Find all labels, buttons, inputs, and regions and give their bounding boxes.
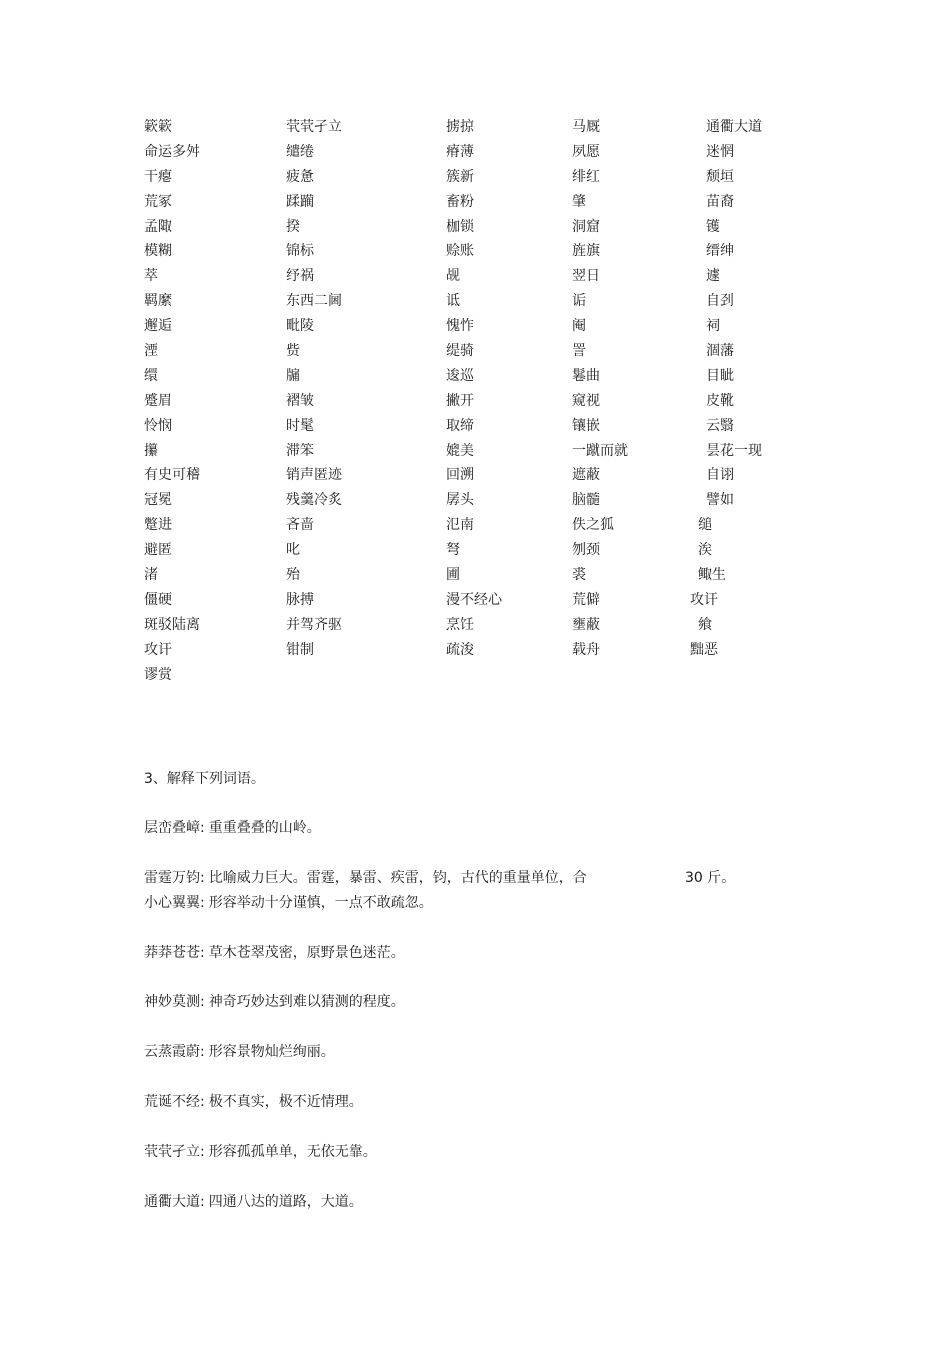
word-cell: 攥 xyxy=(144,442,158,459)
word-cell: 绯红 xyxy=(572,168,600,185)
word-cell: 钳制 xyxy=(286,641,314,658)
word-cell: 攻讦 xyxy=(144,641,172,658)
word-cell: 茕茕孑立 xyxy=(286,119,342,135)
definition-term: 层峦叠嶂 xyxy=(144,820,200,836)
word-row xyxy=(0,167,950,192)
word-cell: 冠冕 xyxy=(144,492,172,509)
word-cell: 殆 xyxy=(286,567,300,584)
word-cell: 羁縻 xyxy=(144,293,172,310)
definition-text: 草木苍翠茂密，原野景色迷茫。 xyxy=(208,945,405,961)
word-cell: 避匿 xyxy=(144,542,172,559)
word-cell: 洞窟 xyxy=(572,218,600,235)
word-cell: 自诩 xyxy=(706,467,734,484)
word-cell: 镬 xyxy=(706,218,720,235)
definition-colon: : xyxy=(200,870,205,886)
word-cell: 东西二阃 xyxy=(286,293,342,310)
word-cell: 脑髓 xyxy=(572,492,600,509)
definition-colon: : xyxy=(200,945,205,961)
definition-term: 茕茕孑立 xyxy=(144,1144,200,1160)
vocabulary-grid xyxy=(0,117,950,689)
word-cell: 掳掠 xyxy=(446,119,474,135)
definition-term: 小心翼翼 xyxy=(144,895,200,911)
word-cell: 圃 xyxy=(446,567,460,584)
word-cell: 纾祸 xyxy=(286,268,314,285)
word-cell: 模糊 xyxy=(144,243,172,260)
word-cell: 缱绻 xyxy=(286,143,314,160)
word-row xyxy=(0,217,950,242)
definition-line xyxy=(144,1192,363,1212)
word-row xyxy=(0,241,950,266)
word-cell: 怜悯 xyxy=(144,417,172,434)
word-cell: 自刭 xyxy=(706,293,734,310)
word-cell: 荒僻 xyxy=(572,591,600,608)
word-row xyxy=(0,590,950,615)
word-cell: 诋 xyxy=(446,293,460,310)
word-cell: 簇新 xyxy=(446,168,474,185)
definition-term: 荒诞不经 xyxy=(144,1094,200,1110)
word-cell: 揆 xyxy=(286,218,300,235)
definition-tail: 30 斤。 xyxy=(685,870,736,886)
definition-colon: : xyxy=(200,895,205,911)
word-cell: 取缔 xyxy=(446,417,474,434)
word-cell: 涸藩 xyxy=(706,343,734,360)
word-row xyxy=(0,291,950,316)
word-cell: 斑驳陆离 xyxy=(144,616,200,633)
word-cell: 锦标 xyxy=(286,243,314,260)
word-cell: 渚 xyxy=(144,567,158,584)
word-cell: 赊账 xyxy=(446,243,474,260)
definition-text: 重重叠叠的山岭。 xyxy=(208,820,321,836)
word-cell: 诟 xyxy=(572,293,586,310)
word-cell: 烹饪 xyxy=(446,616,474,633)
definition-text: 形容孤孤单单，无依无靠。 xyxy=(208,1144,377,1160)
definition-line xyxy=(144,1092,363,1112)
word-row xyxy=(0,266,950,291)
definition-line xyxy=(144,1142,377,1162)
word-row xyxy=(0,117,950,142)
word-cell: 漫不经心 xyxy=(446,591,502,608)
word-cell: 逡巡 xyxy=(446,367,474,384)
word-cell: 旌旗 xyxy=(572,243,600,260)
word-cell: 迷惘 xyxy=(706,143,734,160)
section-heading: 3、解释下列词语。 xyxy=(144,771,265,787)
definition-term: 通衢大道 xyxy=(144,1194,200,1210)
word-cell: 镶嵌 xyxy=(572,417,600,434)
word-cell: 壅蔽 xyxy=(572,616,600,633)
definition-text: 比喻威力巨大。雷霆，暴雷、疾雷，钧，古代的重量单位，合 xyxy=(208,870,587,886)
word-cell: 鬈曲 xyxy=(572,367,600,384)
word-cell: 通衢大道 xyxy=(706,119,762,135)
word-cell: 销声匿迹 xyxy=(286,467,342,484)
word-cell: 湮 xyxy=(144,343,158,360)
word-cell: 目眦 xyxy=(706,367,734,384)
word-cell: 颓垣 xyxy=(706,168,734,185)
word-cell: 簌簌 xyxy=(144,119,172,135)
word-cell: 时髦 xyxy=(286,417,314,434)
word-cell: 遮蔽 xyxy=(572,467,600,484)
definition-text: 形容举动十分谨慎，一点不敢疏忽。 xyxy=(208,895,433,911)
word-row xyxy=(0,192,950,217)
word-cell: 褶皱 xyxy=(286,392,314,409)
word-cell: 窥视 xyxy=(572,392,600,409)
word-row xyxy=(0,640,950,665)
word-cell: 阉 xyxy=(572,318,586,335)
word-row xyxy=(0,391,950,416)
word-cell: 残羹冷炙 xyxy=(286,492,342,509)
word-cell: 苗裔 xyxy=(706,193,734,210)
word-cell: 枷锁 xyxy=(446,218,474,235)
word-cell: 有史可稽 xyxy=(144,467,200,484)
word-cell: 皮靴 xyxy=(706,392,734,409)
word-cell: 载舟 xyxy=(572,641,600,658)
word-cell: 孟陬 xyxy=(144,218,172,235)
word-cell: 黜恶 xyxy=(690,641,718,658)
word-cell: 涘 xyxy=(698,542,712,559)
definition-line xyxy=(144,868,736,888)
word-cell: 缒 xyxy=(698,517,712,534)
word-cell: 僵硬 xyxy=(144,591,172,608)
word-cell: 肇 xyxy=(572,193,586,210)
word-cell: 一蹴而就 xyxy=(572,442,628,459)
definition-colon: : xyxy=(200,994,205,1010)
word-row xyxy=(0,515,950,540)
word-cell: 缙绅 xyxy=(706,243,734,260)
word-cell: 飨 xyxy=(698,616,712,633)
word-cell: 譬如 xyxy=(706,492,734,509)
word-cell: 攻讦 xyxy=(690,591,718,608)
definition-colon: : xyxy=(200,1194,205,1210)
definition-line xyxy=(144,992,405,1012)
word-cell: 祠 xyxy=(706,318,720,335)
word-row xyxy=(0,142,950,167)
word-row xyxy=(0,366,950,391)
word-cell: 并驾齐驱 xyxy=(286,616,342,633)
word-row xyxy=(0,441,950,466)
word-cell: 翌日 xyxy=(572,268,600,285)
word-row xyxy=(0,316,950,341)
definition-term: 雷霆万钧 xyxy=(144,870,200,886)
word-cell: 缳 xyxy=(144,367,158,384)
word-cell: 鲰生 xyxy=(698,567,726,584)
word-cell: 昙花一现 xyxy=(706,442,762,459)
definition-colon: : xyxy=(200,820,205,836)
word-row xyxy=(0,665,950,690)
word-cell: 回溯 xyxy=(446,467,474,484)
word-cell: 荒冢 xyxy=(144,193,172,210)
word-cell: 赀 xyxy=(286,343,300,360)
definition-line xyxy=(144,893,433,913)
word-cell: 氾南 xyxy=(446,517,474,534)
word-cell: 撇开 xyxy=(446,392,474,409)
word-cell: 畜粉 xyxy=(446,193,474,210)
word-cell: 刎颈 xyxy=(572,542,600,559)
word-row xyxy=(0,565,950,590)
word-cell: 云翳 xyxy=(706,417,734,434)
word-row xyxy=(0,490,950,515)
word-cell: 瘠薄 xyxy=(446,143,474,160)
word-cell: 牖 xyxy=(286,367,300,384)
word-cell: 裘 xyxy=(572,567,586,584)
definition-term: 云蒸霞蔚 xyxy=(144,1044,200,1060)
word-cell: 命运多舛 xyxy=(144,143,200,160)
word-cell: 愧怍 xyxy=(446,318,474,335)
word-cell: 谬赏 xyxy=(144,666,172,683)
word-cell: 蹙眉 xyxy=(144,392,172,409)
word-cell: 疲惫 xyxy=(286,168,314,185)
word-cell: 干瘪 xyxy=(144,168,172,185)
definition-term: 神妙莫测 xyxy=(144,994,200,1010)
word-cell: 夙愿 xyxy=(572,143,600,160)
word-cell: 蹂躏 xyxy=(286,193,314,210)
word-cell: 滞笨 xyxy=(286,442,314,459)
definition-colon: : xyxy=(200,1144,205,1160)
word-cell: 萃 xyxy=(144,268,158,285)
word-cell: 孱头 xyxy=(446,492,474,509)
word-row xyxy=(0,615,950,640)
word-cell: 脉搏 xyxy=(286,591,314,608)
word-cell: 疏浚 xyxy=(446,641,474,658)
word-cell: 媲美 xyxy=(446,442,474,459)
word-cell: 弩 xyxy=(446,542,460,559)
word-cell: 蹩进 xyxy=(144,517,172,534)
word-cell: 詈 xyxy=(572,343,586,360)
word-cell: 佚之狐 xyxy=(572,517,614,534)
word-cell: 邂逅 xyxy=(144,318,172,335)
definition-colon: : xyxy=(200,1044,205,1060)
word-cell: 毗陵 xyxy=(286,318,314,335)
word-cell: 缇骑 xyxy=(446,343,474,360)
word-cell: 吝啬 xyxy=(286,517,314,534)
definition-line xyxy=(144,1042,335,1062)
definition-line xyxy=(144,818,321,838)
definition-line xyxy=(144,943,405,963)
word-cell: 觇 xyxy=(446,268,460,285)
word-row xyxy=(0,465,950,490)
definition-text: 形容景物灿烂绚丽。 xyxy=(208,1044,335,1060)
definition-text: 四通八达的道路，大道。 xyxy=(208,1194,363,1210)
word-row xyxy=(0,540,950,565)
word-cell: 遽 xyxy=(706,268,720,285)
word-cell: 叱 xyxy=(286,542,300,559)
definition-text: 极不真实，极不近情理。 xyxy=(208,1094,363,1110)
definition-colon: : xyxy=(200,1094,205,1110)
definition-text: 神奇巧妙达到难以猜测的程度。 xyxy=(208,994,405,1010)
definition-term: 莽莽苍苍 xyxy=(144,945,200,961)
word-cell: 马厩 xyxy=(572,119,600,135)
word-row xyxy=(0,341,950,366)
word-row xyxy=(0,416,950,441)
